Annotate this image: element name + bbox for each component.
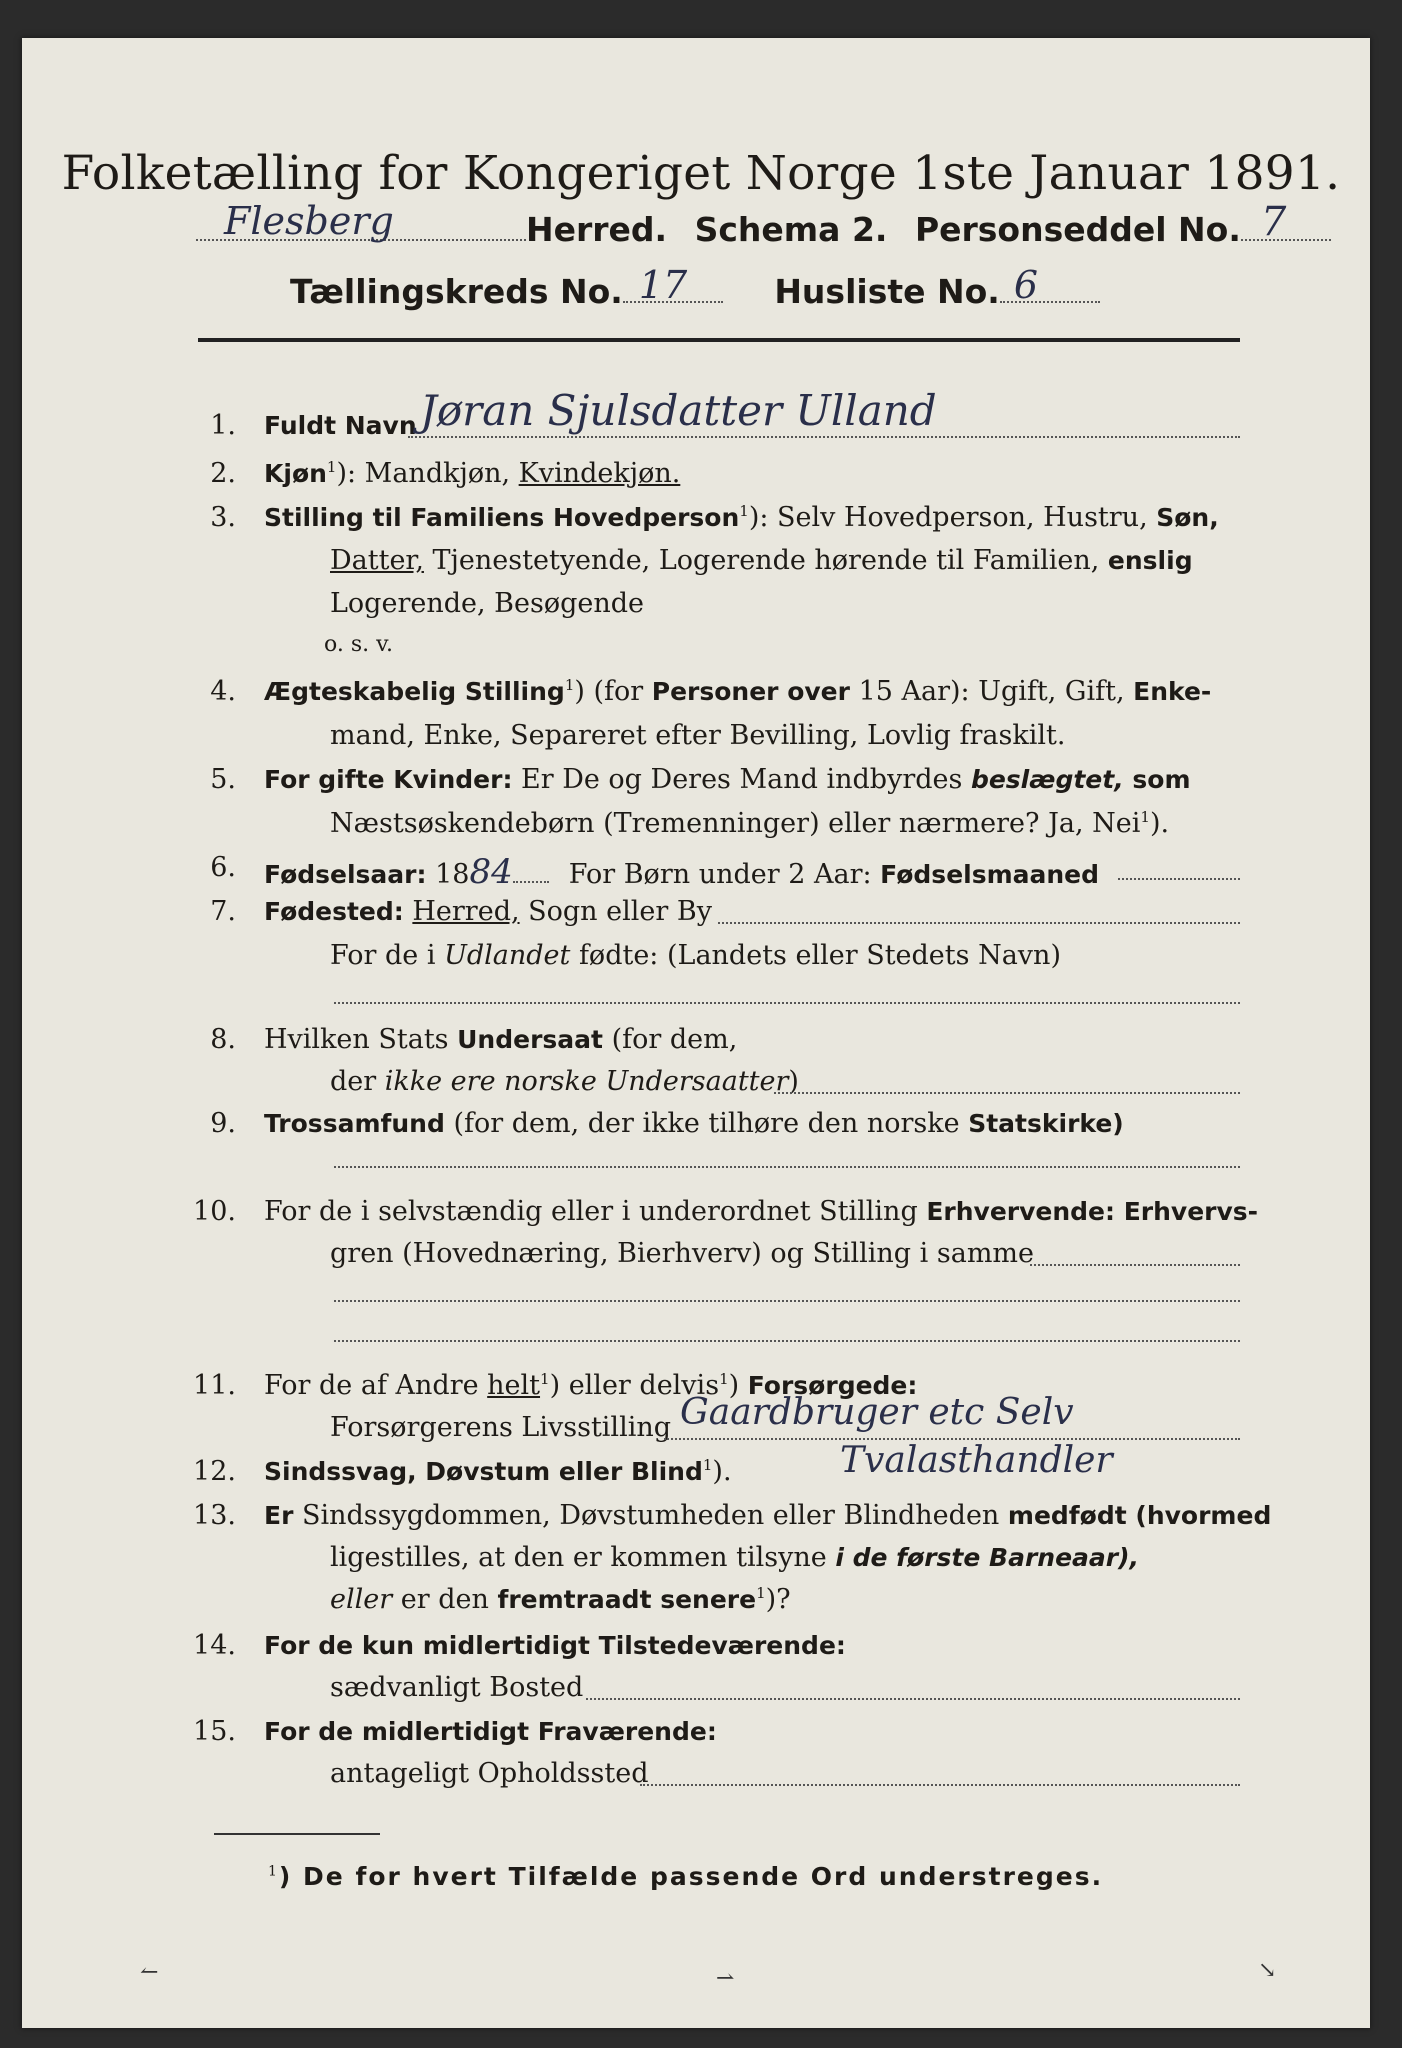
herred-label: Herred. [526, 210, 668, 249]
q8-fill [774, 1092, 1240, 1094]
q4-line-2: mand, Enke, Separeret efter Bevilling, Lovlig fraskilt. [330, 720, 1066, 751]
q6-value: 84 [469, 852, 513, 892]
q7-label: Fødested: [264, 897, 404, 926]
q13-number: 13. [193, 1500, 236, 1531]
q3-line-1: Stilling til Familiens Hovedperson$^1$): Selv Hovedperson, Hustru, Søn, [264, 502, 1219, 533]
taellingskreds-field [623, 263, 723, 307]
q3-line-3: Logerende, Besøgende [330, 588, 644, 619]
q1-fill [408, 436, 1240, 438]
personseddel-field [1241, 199, 1331, 245]
q14-line-2: sædvanligt Bosted [330, 1672, 584, 1703]
q11-underlined-helt: helt [487, 1370, 541, 1401]
q9-line: Trossamfund (for dem, der ikke tilhøre den norske Statskirke) [264, 1108, 1124, 1139]
footnote-rule [214, 1833, 380, 1835]
husliste-value: 6 [1013, 263, 1038, 307]
q12-label: Sindssvag, Døvstum eller Blind [264, 1457, 703, 1486]
q3-line-2: Datter, Tjenestetyende, Logerende hørende til Familien, enslig [330, 545, 1193, 576]
q15-line-2: antageligt Opholdssted [330, 1758, 649, 1789]
q5-number: 5. [210, 764, 236, 795]
q7-fill [718, 922, 1240, 924]
herred-field [196, 199, 526, 243]
schema-label: Schema 2. [694, 210, 888, 249]
q8-line-1: Hvilken Stats Undersaat (for dem, [264, 1024, 738, 1055]
q11-line-2: Forsørgerens Livsstilling [330, 1412, 672, 1443]
header-line-2 [290, 263, 1100, 311]
q14-line-1 [264, 1630, 846, 1661]
page-title: Folketælling for Kongeriget Norge 1ste Januar 1891. [61, 146, 1341, 201]
header-rule [198, 338, 1240, 342]
q10-line-1: For de i selvstændig eller i underordnet Stilling Erhvervende: Erhvervs- [264, 1196, 1259, 1227]
q5-line-1: For gifte Kvinder: Er De og Deres Mand indbyrdes beslægtet, som [264, 764, 1191, 795]
q3-underlined-datter: Datter, [330, 545, 424, 576]
q6-fill [1118, 878, 1240, 880]
q6-line: Fødselsaar: 1884 For Børn under 2 Aar: Fødselsmaaned [264, 852, 1100, 892]
q11-value: Gaardbruger etc Selv [680, 1392, 1074, 1433]
q12-value: Tvalasthandler [840, 1440, 1113, 1481]
q4-line-1: Ægteskabelig Stilling$^1$) (for Personer over 15 Aar): Ugift, Gift, Enke- [264, 676, 1212, 707]
q11-number: 11. [193, 1370, 236, 1401]
taellingskreds-label: Tællingskreds No. [290, 272, 623, 311]
q9-label: Trossamfund [264, 1109, 445, 1138]
q1-number: 1. [210, 410, 236, 441]
footnote: $^1$) De for hvert Tilfælde passende Ord understreges. [268, 1862, 1104, 1891]
header-line-1 [196, 199, 1331, 249]
q7-number: 7. [210, 896, 236, 927]
q6-number: 6. [210, 852, 236, 883]
husliste-field [1000, 263, 1100, 307]
q10-fill-2 [334, 1300, 1240, 1302]
husliste-label: Husliste No. [774, 272, 1000, 311]
q14-number: 14. [193, 1630, 236, 1661]
q2-number: 2. [210, 458, 236, 489]
q10-number: 10. [193, 1196, 236, 1227]
q4-label: Ægteskabelig Stilling [264, 677, 565, 706]
corner-mark-left: ↼ [140, 1960, 159, 1985]
q9-fill [334, 1166, 1240, 1168]
q15-label: For de midlertidigt Fraværende: [264, 1717, 717, 1746]
personseddel-value: 7 [1260, 199, 1287, 245]
q2-underlined-kvindekjon: Kvindekjøn. [518, 458, 681, 489]
q11-line-1: For de af Andre helt$^1$) eller delvis$^1$) Forsørgede: [264, 1370, 918, 1401]
q10-fill-3 [334, 1340, 1240, 1342]
q13-line-1: Er Sindssygdommen, Døvstumheden eller Blindheden medfødt (hvormed [264, 1500, 1272, 1531]
q3-osv: o. s. v. [324, 632, 393, 657]
q7-line-2: For de i Udlandet fødte: (Landets eller Stedets Navn) [330, 940, 1061, 971]
q15-line-1 [264, 1716, 717, 1747]
q6-label: Fødselsaar: [264, 860, 427, 889]
q1-label: Fuldt Navn [264, 411, 417, 440]
q13-line-2: ligestilles, at den er kommen tilsyne i de første Barneaar), [330, 1542, 1140, 1573]
q15-fill [640, 1784, 1240, 1786]
q5-line-2: Næstsøskendebørn (Tremenninger) eller nærmere? Ja, Nei$^1$). [330, 808, 1170, 839]
q14-label: For de kun midlertidigt Tilstedeværende: [264, 1631, 846, 1660]
personseddel-label: Personseddel No. [914, 210, 1241, 249]
q8-line-2: der ikke ere norske Undersaatter) [330, 1066, 799, 1097]
corner-mark-center: ⇀ [716, 1966, 735, 1991]
q8-number: 8. [210, 1024, 236, 1055]
q4-number: 4. [210, 676, 236, 707]
q3-number: 3. [210, 502, 236, 533]
q12-line: Sindssvag, Døvstum eller Blind$^1$). [264, 1456, 732, 1487]
q7-fill-2 [334, 1002, 1240, 1004]
q1-value: Jøran Sjulsdatter Ulland [420, 386, 937, 435]
q3-label: Stilling til Familiens Hovedperson [264, 503, 740, 532]
q9-number: 9. [210, 1108, 236, 1139]
q7-line-1: Fødested: Herred, Sogn eller By [264, 896, 712, 927]
q5-label: For gifte Kvinder: [264, 765, 513, 794]
q14-fill [586, 1698, 1240, 1700]
taellingskreds-value: 17 [638, 263, 688, 307]
q13-line-3: eller er den fremtraadt senere$^1$)? [330, 1584, 791, 1615]
q12-number: 12. [193, 1456, 236, 1487]
q10-line-2: gren (Hovednæring, Bierhverv) og Stilling i samme [330, 1238, 1035, 1269]
q1-line [264, 410, 417, 441]
herred-value: Flesberg [224, 199, 394, 243]
corner-mark-right: ↘ [1258, 1958, 1277, 1983]
q7-underlined-herred: Herred, [412, 896, 520, 927]
q2-line: Kjøn$^1$): Mandkjøn, Kvindekjøn. [264, 458, 681, 489]
q2-label: Kjøn [264, 459, 327, 488]
q10-fill [1030, 1264, 1240, 1266]
q15-number: 15. [193, 1716, 236, 1747]
